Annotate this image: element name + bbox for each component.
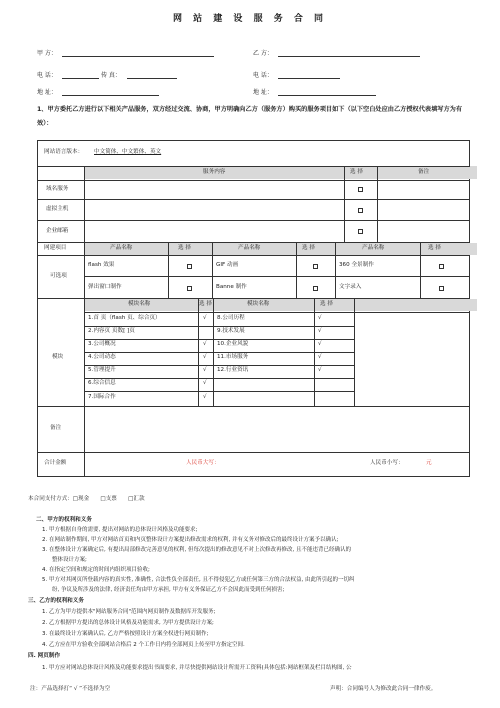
- party-b-tel-label: 电 话：: [253, 72, 273, 79]
- module-check[interactable]: √: [318, 315, 322, 321]
- lang-label: 网站语言版本：: [44, 149, 84, 155]
- module-item: 5.管理提升: [88, 367, 116, 373]
- party-a-addr-label: 地 址：: [37, 89, 57, 96]
- section-2-item: 整体设计方案;: [52, 557, 87, 563]
- module-check[interactable]: √: [318, 354, 322, 360]
- section-2-item: 2. 在网站制作期间, 甲方对网站首页和内页整体设计方案提出修改需求的权利, 并有义务对修改后的最终设计方案予以确认;: [42, 537, 339, 543]
- party-a-addr-line[interactable]: [62, 95, 159, 96]
- rmb-lower-label: 人民币小写：: [370, 460, 404, 466]
- party-a-tel-line[interactable]: [62, 78, 99, 79]
- party-b-addr-label: 地 址：: [253, 89, 273, 96]
- module-name-header-2: 模块名称: [247, 301, 270, 307]
- optional-checkbox[interactable]: [313, 264, 318, 269]
- payment-method: 本合同支付方式：□现金 □支票 □汇款: [28, 496, 145, 502]
- optional-item: GIF 动画: [216, 262, 239, 268]
- party-b-tel-line[interactable]: [278, 78, 340, 79]
- optional-item: 360 全景制作: [339, 262, 374, 268]
- product-header-band: [84, 243, 477, 255]
- module-item: 1.首 页（flash 页、综合页）: [88, 315, 161, 321]
- optional-label: 可选项: [50, 273, 67, 279]
- module-item: 12.行业资讯: [217, 367, 249, 373]
- optional-checkbox[interactable]: [439, 286, 444, 291]
- service-email-checkbox[interactable]: [358, 229, 363, 234]
- section-3-item: 1. 乙方为甲方提供本"网站服务合同"范围内网页制作及数据库开发服务;: [42, 609, 216, 615]
- section-3-item: 4. 乙方应在甲方验收全部网站合格后 2 个工作日内将全部网页上传至甲方指定空间.: [42, 642, 245, 648]
- service-remark-header: 备注: [418, 169, 430, 175]
- contract-title: 网 站 建 设 服 务 合 同: [173, 14, 327, 24]
- module-item: 3.公司概况: [88, 341, 116, 347]
- section-4-heading: 四. 网页制作: [28, 653, 61, 659]
- module-item: 2.内容页 页数[ ]页: [88, 328, 135, 334]
- module-check[interactable]: √: [318, 341, 322, 347]
- party-a-label: 甲 方：: [37, 50, 57, 57]
- party-a-tel-label: 电 话：: [37, 72, 57, 79]
- section-2-heading: 二、甲方的权利和义务: [36, 517, 92, 523]
- section-2-item: 3. 在整体设计方案确定后, 有提出局部修改完善意见的权利, 但每次提出的修改意见不对上次修改再修改, 且不能违背已经确认的: [42, 547, 351, 553]
- section-2-item: 纷, 争议及所涉及的法律, 经济责任均由甲方承担, 甲方有义务保证乙方不会因此而受到任何损害;: [52, 587, 285, 593]
- module-item: 4.公司动态: [88, 354, 116, 360]
- optional-checkbox[interactable]: [187, 286, 192, 291]
- footer-statement: 声明：合同编号人为修改此合同一律作废。: [330, 686, 437, 692]
- party-b-addr-line[interactable]: [278, 95, 376, 96]
- optional-item: 文字录入: [339, 284, 362, 290]
- module-check[interactable]: √: [203, 380, 207, 386]
- section-2-item: 5. 甲方对其网页所登载内容的真实性, 准确性, 合法性负全部责任, 且不得侵犯乙方或任何第三方的合法权益, 由此所引起的一切纠: [42, 577, 355, 583]
- product-choose-header-2: 选 择: [302, 245, 315, 251]
- module-check[interactable]: √: [203, 315, 207, 321]
- service-hosting-checkbox[interactable]: [358, 208, 363, 213]
- module-item: 9.技术发展: [217, 328, 245, 334]
- module-item: 7.国际合作: [88, 394, 116, 400]
- service-choose-header: 选 择: [350, 169, 363, 175]
- service-domain-checkbox[interactable]: [358, 187, 363, 192]
- party-b-line[interactable]: [278, 56, 420, 57]
- lang-value: 中文简体、中文繁体、英文: [94, 149, 162, 155]
- service-email: 企业邮箱: [46, 228, 69, 234]
- rmb-lower-unit: 元: [426, 460, 432, 466]
- optional-checkbox[interactable]: [187, 264, 192, 269]
- optional-item: Banne 制作: [216, 284, 247, 290]
- party-a-line[interactable]: [62, 56, 214, 57]
- optional-checkbox[interactable]: [313, 286, 318, 291]
- module-choose-header-1: 选 择: [199, 301, 212, 307]
- module-name-header-1: 模块名称: [128, 301, 151, 307]
- party-a-fax-label: 传 真：: [101, 72, 121, 79]
- optional-checkbox[interactable]: [439, 264, 444, 269]
- module-item: 11.市场服务: [217, 354, 249, 360]
- optional-item: flash 效果: [88, 262, 115, 268]
- optional-item: 弹出窗口制作: [88, 284, 122, 290]
- service-domain: 域名服务: [46, 186, 69, 192]
- section-3-item: 2. 乙方根据甲方提出的总体设计风格及功能需求, 为甲方提供设计方案;: [42, 620, 214, 626]
- module-label: 模块: [52, 354, 64, 360]
- product-name-header-3: 产品名称: [362, 245, 385, 251]
- service-hosting: 虚拟主机: [46, 206, 69, 212]
- party-b-label: 乙 方：: [253, 50, 273, 57]
- module-check[interactable]: √: [318, 328, 322, 334]
- remark-label: 备注: [50, 425, 62, 431]
- intro-paragraph: 1、甲方委托乙方进行以下相关产品服务，双方经过交流、协商，甲方明确向乙方（服务方）购买的服务项目如下（以下空白处应由乙方授权代表填写方为有效）：: [37, 106, 463, 127]
- module-check[interactable]: √: [318, 367, 322, 373]
- build-label: 网建项目: [44, 245, 67, 251]
- module-item: 6.综合信息: [88, 380, 116, 386]
- service-header: 服务内容: [203, 169, 226, 175]
- module-item: 10.企业风貌: [217, 341, 249, 347]
- module-check[interactable]: √: [203, 354, 207, 360]
- module-check[interactable]: √: [203, 394, 207, 400]
- module-check[interactable]: √: [203, 341, 207, 347]
- product-choose-header-3: 选 择: [428, 245, 441, 251]
- section-3-item: 3. 在最终设计方案确认后, 乙方严格按照设计方案全权进行网页制作;: [42, 631, 209, 637]
- product-name-header-2: 产品名称: [238, 245, 261, 251]
- product-name-header-1: 产品名称: [110, 245, 133, 251]
- section-4-item: 1. 甲方应对网站总体设计风格及功能要求提出书面要求, 并尽快提供网站设计所需开工资料(具体包括:网站框架及栏目结构图, 公: [42, 665, 352, 671]
- section-3-heading: 三、乙方的权利和义务: [28, 598, 84, 604]
- module-check[interactable]: √: [203, 367, 207, 373]
- footer-note: 注：产品选择打“ √ ”不选择为空: [30, 686, 111, 692]
- party-a-fax-line[interactable]: [127, 78, 177, 79]
- rmb-upper: 人民币大写：: [186, 460, 220, 466]
- module-item: 8.公司历程: [217, 315, 245, 321]
- total-label: 合计金额: [44, 460, 67, 466]
- product-choose-header-1: 选 择: [178, 245, 191, 251]
- section-2-item: 4. 在指定空间和规定的时间内组织项目验收;: [42, 567, 150, 573]
- section-2-item: 1. 甲方根据自身的需要, 提出对网站的总体设计风格及功能要求;: [42, 527, 198, 533]
- module-choose-header-2: 选 择: [320, 301, 333, 307]
